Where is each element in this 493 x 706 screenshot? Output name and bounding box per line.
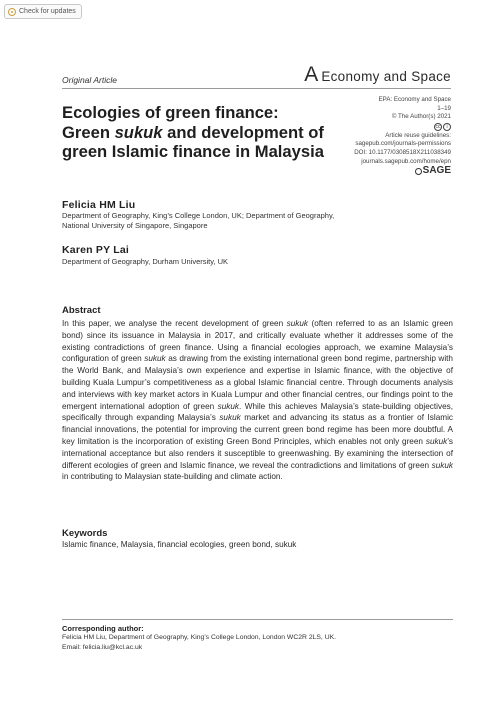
corresponding-author-details <box>62 633 453 652</box>
abstract-segment: In this paper, we analyse the recent development of green <box>62 319 287 328</box>
journal-name: Economy and Space <box>321 69 451 84</box>
abstract-heading: Abstract <box>62 305 101 316</box>
keywords-list: Islamic finance, Malaysia, financial ecologies, green bond, sukuk <box>62 540 297 549</box>
keywords-heading: Keywords <box>62 528 108 539</box>
abstract-text <box>62 318 453 483</box>
abstract-italic-term: sukuk <box>217 401 240 411</box>
article-metadata <box>331 96 451 179</box>
publisher-name: SAGE <box>422 165 451 177</box>
publisher-logo <box>415 167 451 176</box>
page-range: 1–19 <box>437 104 451 112</box>
copyright: © The Author(s) 2021 <box>391 113 451 121</box>
journal-short-name: EPA: Economy and Space <box>378 96 451 103</box>
sage-logo-icon <box>415 168 422 175</box>
abstract-segment: (often referred to as an Islamic green bond) since its issuance in Malaysia in 2017, and critically evaluate whether it addresses some of the existing contradictions of green finance. Using a financial ecologies approach, we examine Malaysia’s configuration of green <box>62 319 453 364</box>
abstract-italic-term: sukuk <box>286 319 309 328</box>
abstract-segment: in contributing to Malaysian state-building and climate action. <box>62 472 283 482</box>
header-divider <box>62 88 451 89</box>
author-name: Felicia HM Liu <box>62 199 136 211</box>
abstract-italic-term: sukuk <box>144 354 166 364</box>
title-line-1: Ecologies of green finance: <box>62 103 279 122</box>
corresponding-author-address: Felicia HM Liu, Department of Geography, King’s College London, London WC2R 2LS, UK. <box>62 634 337 641</box>
journal-logo <box>304 64 451 85</box>
check-for-updates-badge[interactable] <box>4 4 82 19</box>
article-type-label: Original Article <box>62 75 117 85</box>
reuse-guidelines-link[interactable]: sagepub.com/journals-permissions <box>355 140 451 148</box>
title-line-3: green Islamic finance in Malaysia <box>62 142 324 161</box>
journal-homepage-link[interactable]: journals.sagepub.com/home/epn <box>361 157 451 165</box>
abstract-italic-term: sukuk <box>219 413 241 423</box>
title-line-2-italic: sukuk <box>114 122 163 142</box>
abstract-segment: market and advancing its status as a frontier of Islamic financial innovations, the potential for improving the current green bond regime has been more doubtful. A key limitation is the incorporation of existing Green Bond Principles, which enables not only green <box>62 413 454 446</box>
creative-commons-badge <box>434 123 451 131</box>
author-affiliation: Department of Geography, Durham University, UK <box>62 257 229 266</box>
author-affiliation: Department of Geography, King’s College London, UK; Department of Geography, National University of Singapore, Singapore <box>62 211 335 231</box>
abstract-segment: ’s international acceptance but also renders it susceptible to greenwashing. By examining the intersection of different ecologies of green and Islamic finance, we reveal the contradictions and limitations of green <box>62 436 453 470</box>
check-updates-icon <box>8 8 16 16</box>
doi[interactable]: DOI: 10.1177/0308518X211038349 <box>354 148 451 156</box>
title-line-2c: and development of <box>162 122 324 142</box>
article-title <box>62 103 362 162</box>
attribution-icon: i <box>443 123 451 131</box>
cc-icon: cc <box>435 123 441 130</box>
abstract-segment: as drawing from the existing international green bond regime, partnership with the World Bank, and Malaysia’s own experience and expertise in Islamic finance, with the objective of building Kuala Lumpur’s competitiveness as a global Islamic financial centre. Through documents analysis and interviews with key market actors in Kuala Lumpur and other financial centres, our findings point to the emergent international adoption of green <box>62 354 453 411</box>
corresponding-author-email[interactable]: Email: felicia.liu@kcl.ac.uk <box>62 643 143 651</box>
author-name: Karen PY Lai <box>62 244 129 256</box>
abstract-italic-term: sukuk <box>425 436 448 446</box>
title-line-2a: Green <box>62 122 115 142</box>
reuse-guidelines-label: Article reuse guidelines: <box>385 131 451 139</box>
footnote-divider <box>62 619 453 620</box>
journal-logo-letter: A <box>304 63 319 86</box>
abstract-segment: . While this achieves Malaysia’s state-building objectives, specifically through expanding Malaysia’s <box>62 401 453 423</box>
corresponding-author-heading: Corresponding author: <box>62 624 144 633</box>
abstract-italic-term: sukuk <box>431 460 453 470</box>
badge-label: Check for updates <box>19 8 76 15</box>
